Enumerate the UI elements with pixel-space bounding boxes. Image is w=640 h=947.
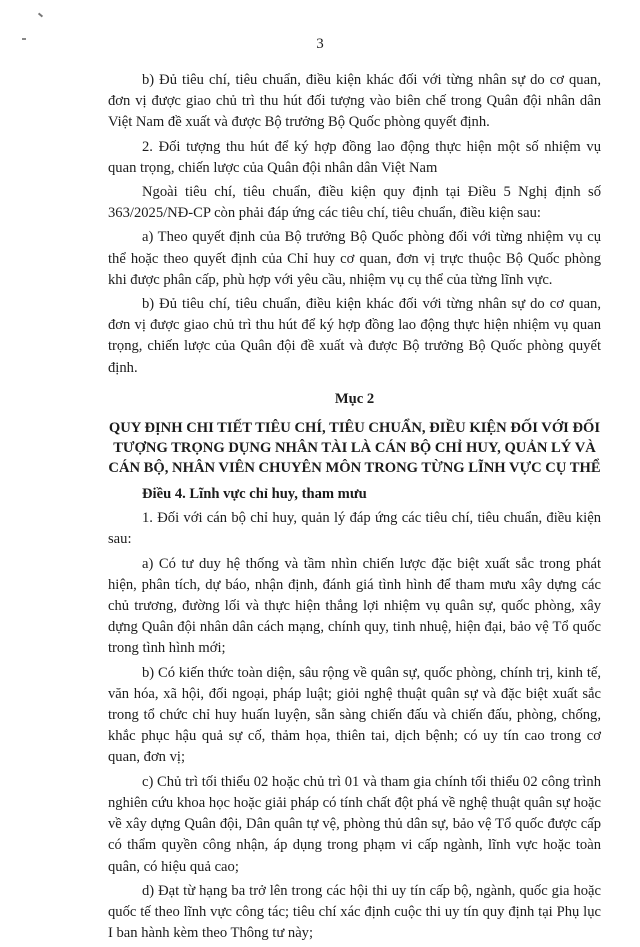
section-title: QUY ĐỊNH CHI TIẾT TIÊU CHÍ, TIÊU CHUẨN, ĐIỀU KIỆN ĐỐI VỚI ĐỐI TƯỢNG TRỌNG DỤNG NHÂN TÀI LÀ CÁN BỘ CHỈ HUY, QUẢN LÝ VÀ CÁN BỘ, NHÂN VIÊN CHUYÊN MÔN TRONG TỪNG LĨNH VỰC CỤ THỂ bbox=[108, 420, 601, 477]
paragraph: Ngoài tiêu chí, tiêu chuẩn, điều kiện quy định tại Điều 5 Nghị định số 363/2025/NĐ-CP còn phải đáp ứng các tiêu chí, tiêu chuẩn, điều kiện sau: bbox=[108, 184, 601, 222]
paragraph: c) Chủ trì tối thiểu 02 hoặc chủ trì 01 và tham gia chính tối thiểu 02 công trình nghiên cứu khoa học hoặc giải pháp có tính chất đột phá về nghệ thuật quân sự hoặc về xây dựng Quân đội, Dân quân tự vệ, phòng thủ dân sự, bảo vệ Tổ quốc được cấp có thẩm quyền công nhận, áp dụng trong phạm vi cấp ngành, lĩnh vực hoặc toàn quân, có hiệu quả cao; bbox=[108, 773, 601, 875]
paragraph: 1. Đối với cán bộ chỉ huy, quản lý đáp ứng các tiêu chí, tiêu chuẩn, điều kiện sau: bbox=[108, 510, 601, 548]
paragraph: d) Đạt từ hạng ba trở lên trong các hội thi uy tín cấp bộ, ngành, quốc gia hoặc quốc tế theo lĩnh vực công tác; tiêu chí xác định cuộc thi uy tín quy định tại Phụ lục I ban hành kèm theo Thông tư này; bbox=[108, 882, 601, 942]
page-number: 3 bbox=[316, 36, 324, 52]
scan-mark bbox=[38, 13, 43, 18]
section-label: Mục 2 bbox=[334, 390, 375, 407]
article-title: Điều 4. Lĩnh vực chỉ huy, tham mưu bbox=[142, 486, 367, 503]
paragraph: b) Đủ tiêu chí, tiêu chuẩn, điều kiện khác đối với từng nhân sự do cơ quan, đơn vị được giao chủ trì thu hút để ký hợp đồng lao động thực hiện nhiệm vụ quan trọng, chiến lược của Quân đội đề xuất và được Bộ trưởng Bộ Quốc phòng quyết định. bbox=[108, 296, 601, 376]
paragraph: a) Theo quyết định của Bộ trưởng Bộ Quốc phòng đối với từng nhiệm vụ cụ thể hoặc theo quyết định của Chỉ huy cơ quan, đơn vị trực thuộc Bộ Quốc phòng khi được phân cấp, phù hợp với yêu cầu, nhiệm vụ cụ thể của từng lĩnh vực. bbox=[108, 229, 601, 288]
document-body bbox=[108, 70, 601, 947]
paragraph: a) Có tư duy hệ thống và tầm nhìn chiến lược đặc biệt xuất sắc trong phát hiện, phân tích, dự báo, nhận định, đánh giá tình hình để tham mưu xây dựng các chủ trương, đường lối và thực hiện thắng lợi nhiệm vụ quân sự, quốc phòng, xây dựng Quân đội nhân dân cách mạng, chính quy, tinh nhuệ, hiện đại, bảo vệ Tổ quốc trong tình hình mới; bbox=[108, 555, 601, 657]
paragraph: b) Có kiến thức toàn diện, sâu rộng về quân sự, quốc phòng, chính trị, kinh tế, văn hóa, xã hội, đối ngoại, pháp luật; giỏi nghệ thuật quân sự và đặc biệt xuất sắc trong tổ chức chỉ huy huấn luyện, sẵn sàng chiến đấu và chiến đấu, phòng, chống, khắc phục hậu quả sự cố, thảm họa, thiên tai, dịch bệnh; có uy tín cao trong cơ quan, đơn vị; bbox=[108, 664, 601, 766]
paragraph: 2. Đối tượng thu hút để ký hợp đồng lao động thực hiện một số nhiệm vụ quan trọng, chiến lược của Quân đội nhân dân Việt Nam bbox=[108, 138, 601, 176]
paragraph: b) Đủ tiêu chí, tiêu chuẩn, điều kiện khác đối với từng nhân sự do cơ quan, đơn vị được giao chủ trì thu hút đối tượng vào biên chế trong Quân đội nhân dân Việt Nam đề xuất và được Bộ trưởng Bộ Quốc phòng quyết định. bbox=[108, 72, 601, 131]
